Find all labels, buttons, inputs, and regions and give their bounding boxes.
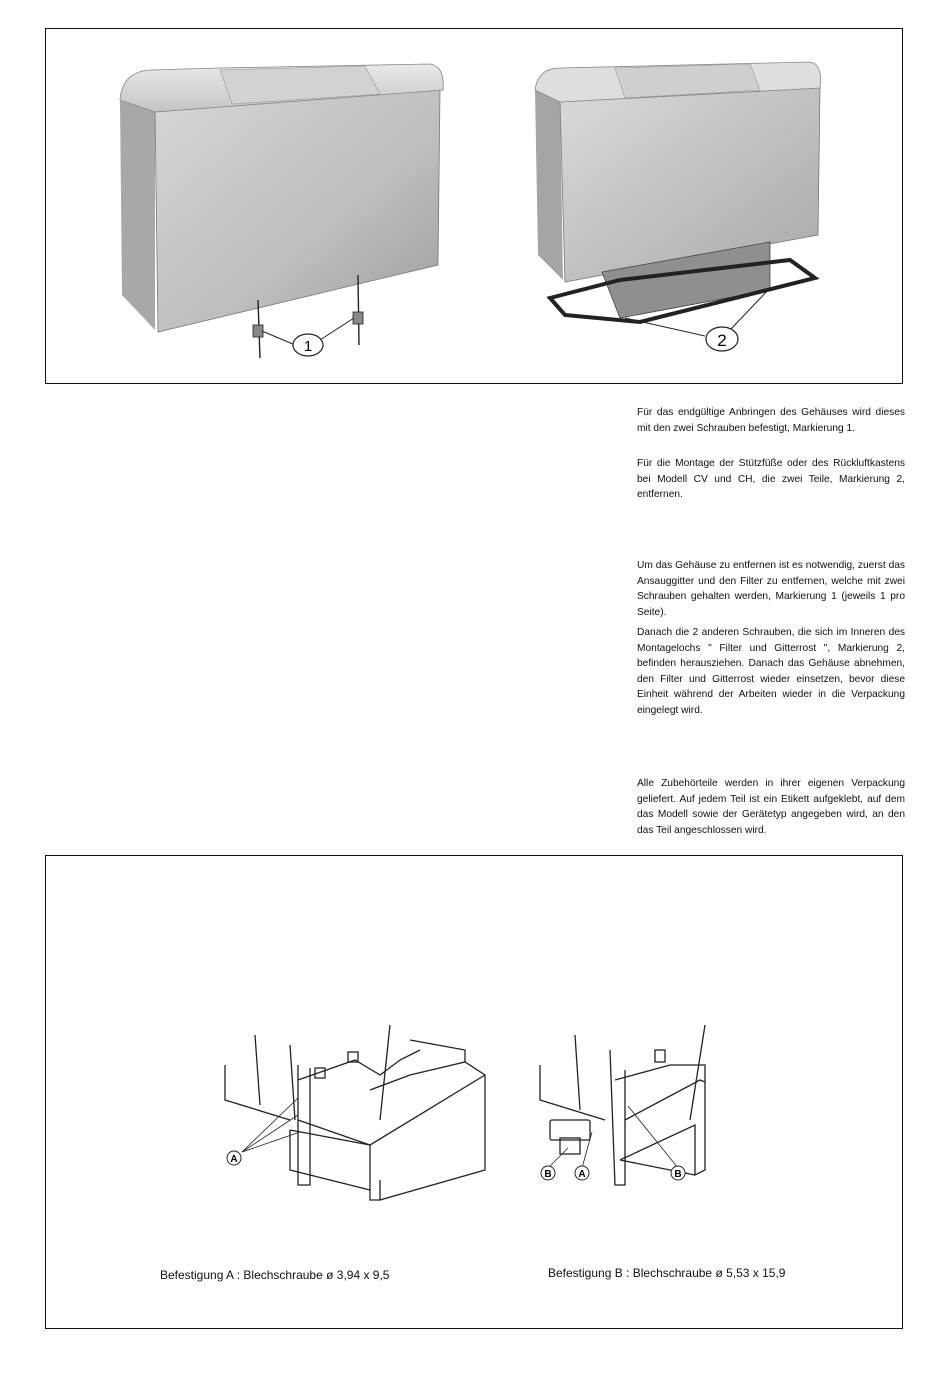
screw-right bbox=[358, 275, 359, 345]
paragraph-text: Für die Montage der Stützfüße oder des Rückluftkastens bei Modell CV und CH, die zwei Teile, Markierung 2, entfernen. bbox=[637, 458, 905, 501]
paragraph-screws bbox=[637, 405, 905, 436]
paragraph-text: Alle Zubehörteile werden in ihrer eigenen Verpackung geliefert. Auf jedem Teil ist ein Etikett aufgeklebt, auf dem das Modell sowie der Gerätetyp angegeben wird, an den das Teil angeschlossen wird. bbox=[637, 778, 905, 836]
callout-1: 1 bbox=[303, 338, 313, 355]
caption-fixing-b: Befestigung B : Blechschraube ø 5,53 x 15,9 bbox=[548, 1266, 786, 1280]
callout-a-right: A bbox=[578, 1169, 586, 1180]
fixing-a-drawing bbox=[220, 1020, 500, 1205]
callout-b-right: B bbox=[674, 1169, 682, 1180]
paragraph-accessories bbox=[637, 776, 905, 838]
callout-2: 2 bbox=[717, 331, 727, 350]
callout-a-left: A bbox=[230, 1154, 238, 1165]
callout-b-left: B bbox=[544, 1169, 552, 1180]
paragraph-text: Um das Gehäuse zu entfernen ist es notwendig, zuerst das Ansauggitter und den Filter zu entfernen, welche mit zwei Schrauben gehalten werden, Markierung 1 (jeweils 1 pro Seite). bbox=[637, 560, 905, 618]
caption-fixing-a: Befestigung A : Blechschraube ø 3,94 x 9,5 bbox=[160, 1268, 390, 1282]
paragraph-text: Für das endgültige Anbringen des Gehäuses wird dieses mit den zwei Schrauben befestigt, Markierung 1. bbox=[637, 407, 905, 434]
paragraph-text: Danach die 2 anderen Schrauben, die sich im Inneren des Montagelochs " Filter und Gitterrost ", Markierung 2, befinden herausziehen. Danach das Gehäuse abnehmen, den Filter und Gitterrost wieder einsetzen, bevor diese Einheit während der Arbeiten wieder in die Verpackung eingelegt wird. bbox=[637, 627, 905, 716]
unit-floor-illustration bbox=[530, 60, 830, 360]
paragraph-remove-housing bbox=[637, 558, 905, 620]
paragraph-remove-screws bbox=[637, 625, 905, 719]
unit-wall-illustration bbox=[110, 60, 450, 370]
fixing-b-drawing bbox=[520, 1020, 720, 1190]
paragraph-feet bbox=[637, 456, 905, 503]
